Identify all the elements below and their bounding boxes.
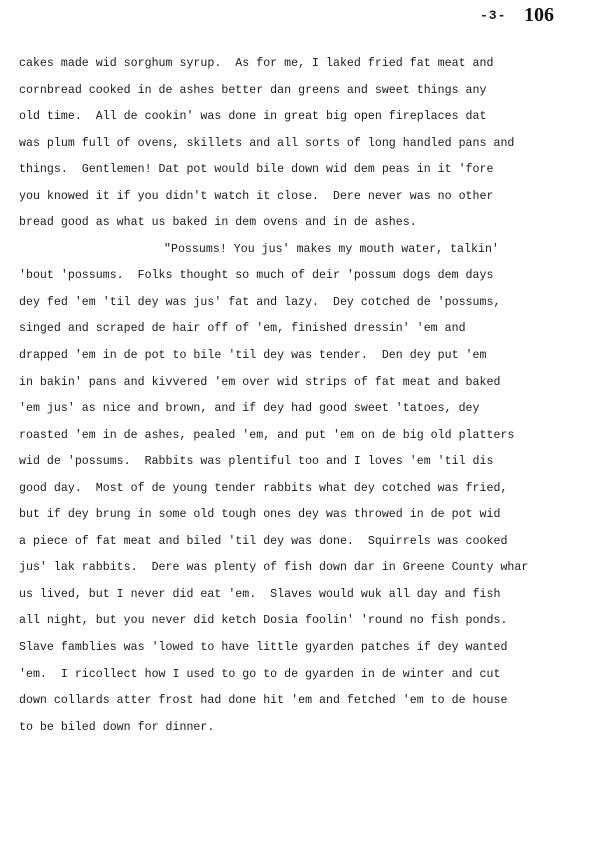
text-line: old time. All de cookin' was done in great big open fireplaces dat	[19, 110, 487, 124]
text-line: drapped 'em in de pot to bile 'til dey was tender. Den dey put 'em	[19, 349, 487, 363]
text-line: 'em jus' as nice and brown, and if dey had good sweet 'tatoes, dey	[19, 402, 480, 416]
text-line: Slave famblies was 'lowed to have little gyarden patches if dey wanted	[19, 641, 508, 655]
page-number: -3-	[480, 8, 507, 23]
text-line: 'em. I ricollect how I used to go to de gyarden in de winter and cut	[19, 667, 501, 681]
text-line: to be biled down for dinner.	[19, 720, 215, 734]
text-line: a piece of fat meat and biled 'til dey was done. Squirrels was cooked	[19, 534, 508, 548]
text-line: bread good as what us baked in dem ovens and in de ashes.	[19, 216, 417, 230]
text-line: was plum full of ovens, skillets and all sorts of long handled pans and	[19, 136, 515, 150]
text-line: cakes made wid sorghum syrup. As for me, I laked fried fat meat and	[19, 57, 494, 70]
folio-number: 106	[524, 4, 554, 26]
text-line: us lived, but I never did eat 'em. Slaves would wuk all day and fish	[19, 587, 501, 601]
text-line: all night, but you never did ketch Dosia foolin' 'round no fish ponds.	[19, 614, 508, 628]
text-line: you knowed it if you didn't watch it close. Dere never was no other	[19, 189, 494, 203]
text-line: 'bout 'possums. Folks thought so much of deir 'possum dogs dem days	[19, 269, 494, 283]
text-line: roasted 'em in de ashes, pealed 'em, and put 'em on de big old platters	[19, 428, 515, 442]
text-line: down collards atter frost had done hit 'em and fetched 'em to de house	[19, 694, 508, 708]
text-line: cornbread cooked in de ashes better dan greens and sweet things any	[19, 83, 487, 97]
text-line: in bakin' pans and kivvered 'em over wid strips of fat meat and baked	[19, 375, 501, 389]
paragraph-start-line: "Possums! You jus' makes my mouth water, talkin'	[164, 242, 499, 256]
text-line: but if dey brung in some old tough ones dey was throwed in de pot wid	[19, 508, 501, 522]
text-line: good day. Most of de young tender rabbits what dey cotched was fried,	[19, 481, 508, 495]
text-line: wid de 'possums. Rabbits was plentiful too and I loves 'em 'til dis	[19, 455, 494, 469]
text-line: dey fed 'em 'til dey was jus' fat and lazy. Dey cotched de 'possums,	[19, 295, 501, 309]
transcript-body	[19, 55, 589, 745]
text-line: jus' lak rabbits. Dere was plenty of fish down dar in Greene County whar	[19, 561, 529, 575]
text-line: singed and scraped de hair off of 'em, finished dressin' 'em and	[19, 322, 466, 336]
text-line: things. Gentlemen! Dat pot would bile down wid dem peas in it 'fore	[19, 163, 494, 177]
